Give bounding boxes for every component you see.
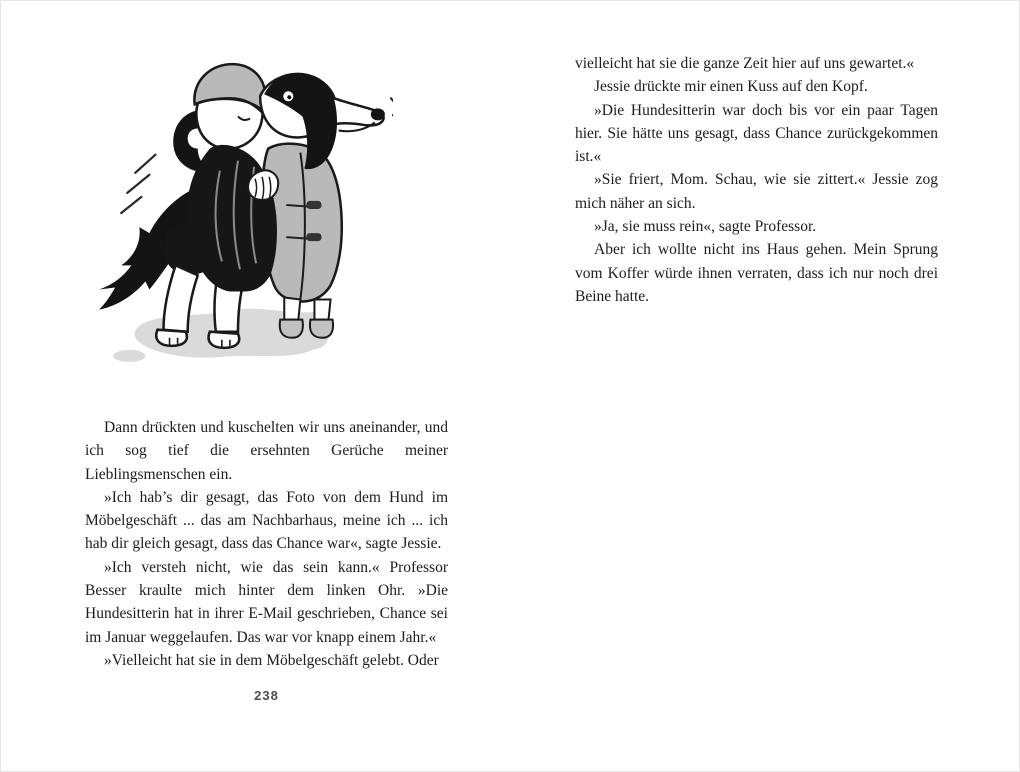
child-hand bbox=[248, 170, 278, 200]
sniff-marks bbox=[391, 98, 393, 131]
paragraph: »Ich hab’s dir gesagt, das Foto von dem Hund im Möbelgeschäft ... das am Nachbarhaus, meine ich ... ich hab dir gleich gesagt, dass das Chance war«, sagte Jessie. bbox=[85, 488, 448, 553]
right-page-text bbox=[575, 52, 938, 308]
page-number: 238 bbox=[254, 688, 279, 703]
child-hugging-dog-illustration bbox=[91, 52, 393, 374]
paragraph: »Vielleicht hat sie in dem Möbelgeschäft gelebt. Oder bbox=[104, 651, 439, 669]
paragraph: »Ja, sie muss rein«, sagte Professor. bbox=[594, 218, 817, 236]
paragraph: Jessie drückte mir einen Kuss auf den Kopf. bbox=[594, 78, 868, 96]
paragraph: »Die Hundesitterin war doch bis vor ein paar Tagen hier. Sie hätte uns gesagt, dass Chance zurückgekommen ist.« bbox=[575, 101, 938, 166]
paragraph: Aber ich wollte nicht ins Haus gehen. Mein Sprung vom Koffer würde ihnen verraten, dass ich nur noch drei Beine hatte. bbox=[575, 241, 938, 305]
paragraph: »Sie friert, Mom. Schau, wie sie zittert.« Jessie zog mich näher an sich. bbox=[575, 171, 938, 212]
illustration-svg bbox=[91, 52, 393, 374]
left-page-text bbox=[85, 416, 448, 672]
right-page bbox=[575, 52, 938, 732]
dog-nose bbox=[371, 108, 385, 120]
left-page bbox=[85, 52, 448, 732]
paragraph: »Ich versteh nicht, wie das sein kann.« Professor Besser kraulte mich hinter dem linken Ohr. »Die Hundesitterin hat in ihrer E-Mail geschrieben, Chance sei im Januar weggelaufen. Das war vor knapp einem Jahr.« bbox=[85, 558, 448, 646]
paragraph: Dann drückten und kuschelten wir uns aneinander, und ich sog tief die ersehnten Gerüche meiner Lieblingsmenschen ein. bbox=[85, 419, 448, 483]
motion-lines bbox=[121, 155, 155, 213]
paragraph: vielleicht hat sie die ganze Zeit hier auf uns gewartet.« bbox=[575, 55, 915, 72]
